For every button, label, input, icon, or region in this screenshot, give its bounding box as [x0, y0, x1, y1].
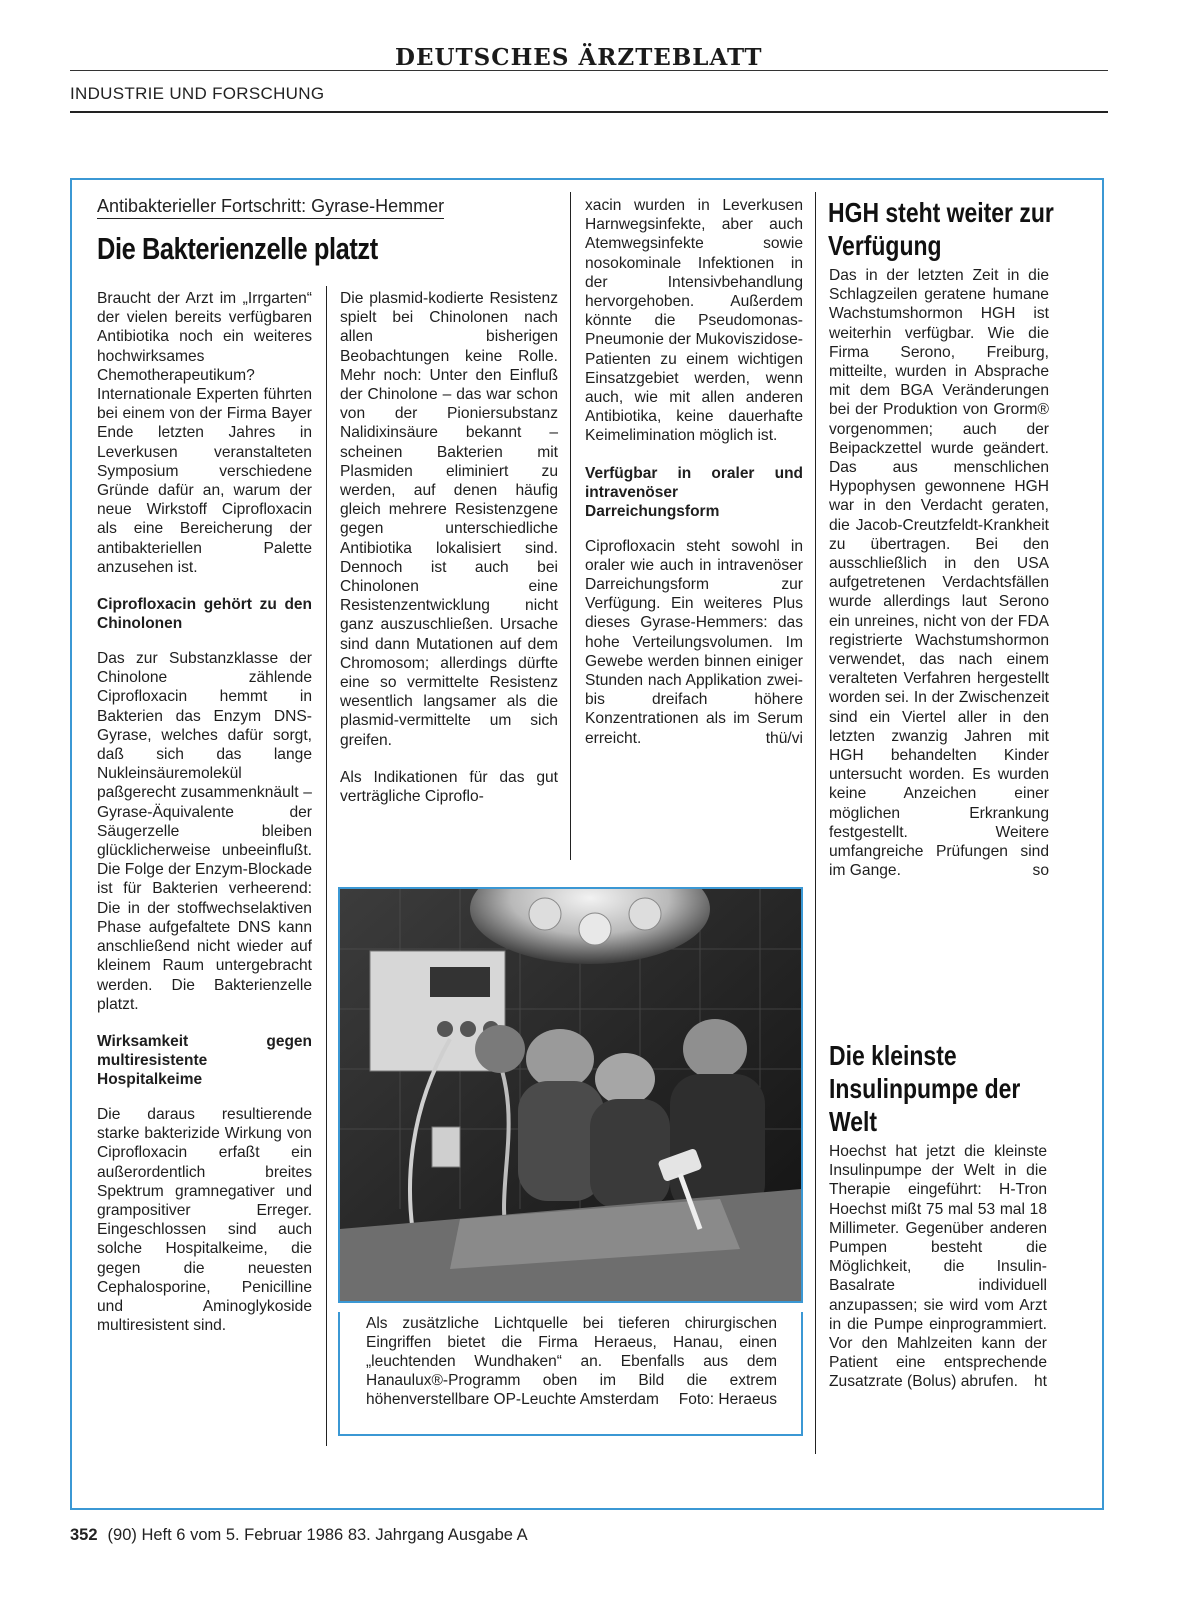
surgery-photo: [338, 887, 803, 1303]
article-column-1: [97, 289, 312, 1353]
article-headline: Die kleinste Insulinpumpe der Welt: [829, 1040, 1021, 1137]
section-rule: [70, 111, 1108, 113]
subheading: Ciprofloxacin gehört zu den Chinolonen: [97, 596, 312, 633]
paragraph: Hoechst hat jetzt die kleinste Insulinpumpe der Welt in die Therapie eingeführt: H-Tron Hoechst mißt 75 mal 53 mal 18 Millimeter. Gegenüber anderen Pumpen besteht die Möglichkeit, die Insulin-Basalrate individuell anzupassen; sie wird vom Arzt in die Pumpe einprogrammiert. Vor den Mahlzeiten kann der Patient eine entsprechende Zusatzrate (Bolus) abrufen. ht: [829, 1143, 1047, 1391]
paragraph: Ciprofloxacin steht sowohl in oraler wie auch in intravenöser Darreichungsform zur Verfügung. Ein weiteres Plus dieses Gyrase-Hemmers: das hohe Verteilungsvolumen. Im Gewebe werden binnen einiger Stunden nach Applikation zwei- bis dreifach höhere Konzentrationen als im Serum erreicht. thü/vi: [585, 537, 803, 747]
paragraph: xacin wurden in Leverkusen Harnwegsinfekte, aber auch Atemwegsinfekte sowie nosokominale Infektionen in der Intensivbehandlung hervorgehoben. Außerdem könnte die Pseudomonas-Pneumonie der Mukoviszidose-Patienten zu einem wichtigen Einsatzgebiet werden, wenn auch, wie mit allen anderen Antibiotika, keine dauerhafte Keimelimination möglich ist.: [585, 197, 803, 445]
paragraph: Die plasmid-kodierte Resistenz spielt bei Chinolonen nach allen bisherigen Beobachtungen keine Rolle. Mehr noch: Unter den Einfluß der Chinolone – das war schon von der Pioniersubstanz Nalidixinsäure bekannt – scheinen Bakterien mit Plasmiden eliminiert zu werden, auf denen häufig gleich mehrere Resistenzgene gegen unterschiedliche Antibiotika lokalisiert sind. Dennoch ist auch bei Chinolonen eine Resistenzentwicklung nicht ganz auszuschließen. Ursache sind dann Mutationen auf dem Chromosom; allerdings dürfte eine so vermittelte Resistenz wesentlich langsamer als die plasmid-vermittelte um sich greifen.: [340, 290, 558, 749]
subheading: Verfügbar in oraler und intravenöser Darreichungsform: [585, 464, 803, 520]
article-column-3: [585, 196, 803, 748]
subheading: Wirksamkeit gegen multiresistente Hospitalkeime: [97, 1032, 312, 1088]
masthead: DEUTSCHES ÄRZTEBLATT: [395, 44, 763, 71]
author-signature: thü/vi: [765, 729, 803, 747]
photo-credit: Foto: Heraeus: [678, 1391, 777, 1408]
author-signature: ht: [1033, 1373, 1047, 1391]
column-divider: [815, 192, 816, 1454]
issue-info: (90) Heft 6 vom 5. Februar 1986 83. Jahrgang Ausgabe A: [107, 1526, 528, 1544]
photo-caption: [338, 1312, 803, 1436]
article-column-4: [829, 266, 1049, 881]
caption-text: Als zusätzliche Lichtquelle bei tieferen chirurgischen Eingriffen bietet die Firma Heraeus, Hanau, einen „leuchtenden Wundhaken“ an. Ebenfalls aus dem Hanaulux®-Programm oben im Bild die extrem höhenverstellbare OP-Leuchte Amsterdam: [366, 1315, 777, 1408]
paragraph: Die daraus resultierende starke bakterizide Wirkung von Ciprofloxacin erfaßt ein außerordentlich breites Spektrum gramnegativer und grampositiver Erreger. Eingeschlossen sind auch solche Hospitalkeime, die gegen die neuesten Cephalosporine, Penicilline und Aminoglykoside multiresistent sind.: [97, 1105, 312, 1335]
page-number: 352: [70, 1526, 98, 1544]
author-signature: so: [1032, 862, 1049, 880]
section-title: INDUSTRIE UND FORSCHUNG: [70, 84, 325, 103]
article-headline: Die Bakterienzelle platzt: [97, 231, 378, 266]
column-divider: [326, 286, 327, 1446]
page-footer: [70, 1526, 528, 1545]
masthead-rule: [70, 70, 1108, 71]
article-kicker: Antibakterieller Fortschritt: Gyrase-Hemmer: [97, 196, 444, 219]
article-column-2: [340, 289, 558, 824]
article-headline: HGH steht weiter zur Verfügung: [828, 197, 1054, 261]
paragraph: Braucht der Arzt im „Irrgarten“ der vielen bereits verfügbaren Antibiotika noch ein weiteres hochwirksames Chemotherapeutikum? Internationale Experten führten bei einem von der Firma Bayer Ende letzten Jahres in Leverkusen veranstalteten Symposium verschiedene Gründe dafür an, warum der neue Wirkstoff Ciprofloxacin als eine Bereicherung der antibakteriellen Palette anzusehen ist.: [97, 290, 312, 576]
article-column-5: [829, 1142, 1047, 1392]
column-divider: [570, 192, 571, 860]
paragraph: Als Indikationen für das gut verträgliche Ciproflo-: [340, 768, 558, 806]
paragraph: Das zur Substanzklasse der Chinolone zählende Ciprofloxacin hemmt in Bakterien das Enzym DNS-Gyrase, welches dafür sorgt, daß sich das lange Nukleinsäuremolekül paßgerecht zusammenknäult – Gyrase-Äquivalente der Säugerzelle bleiben glücklicherweise unbeeinflußt. Die Folge der Enzym-Blockade ist für Bakterien verheerend: Die in der stoffwechselaktiven Phase aufgefaltete DNS kann anschließend nicht wieder auf kleinem Raum untergebracht werden. Die Bakterienzelle platzt.: [97, 650, 312, 1013]
paragraph: Das in der letzten Zeit in die Schlagzeilen geratene humane Wachstumshormon HGH ist weiterhin verfügbar. Wie die Firma Serono, Freiburg, mitteilte, wurden in Absprache mit dem BGA Veränderungen bei der Produktion von Grorm® vorgenommen; auch der Beipackzettel wurde geändert. Das aus menschlichen Hypophysen gewonnene HGH war in den Verdacht geraten, die Jacob-Creutzfeldt-Krankheit zu übertragen. Bei den ausschließlich in den USA aufgetretenen Verdachtsfällen wurde allerdings laut Serono ein unreines, nicht von der FDA registrierte Wachstumshormon verwendet, das nach einem veralteten Verfahren hergestellt worden sei. In der Zwischenzeit sind ein Viertel aller in den letzten zwanzig Jahren mit HGH behandelten Kinder untersucht worden. Es wurden keine Anzeichen einer möglichen Erkrankung festgestellt. Weitere umfangreiche Prüfungen sind im Gange. so: [829, 267, 1049, 880]
